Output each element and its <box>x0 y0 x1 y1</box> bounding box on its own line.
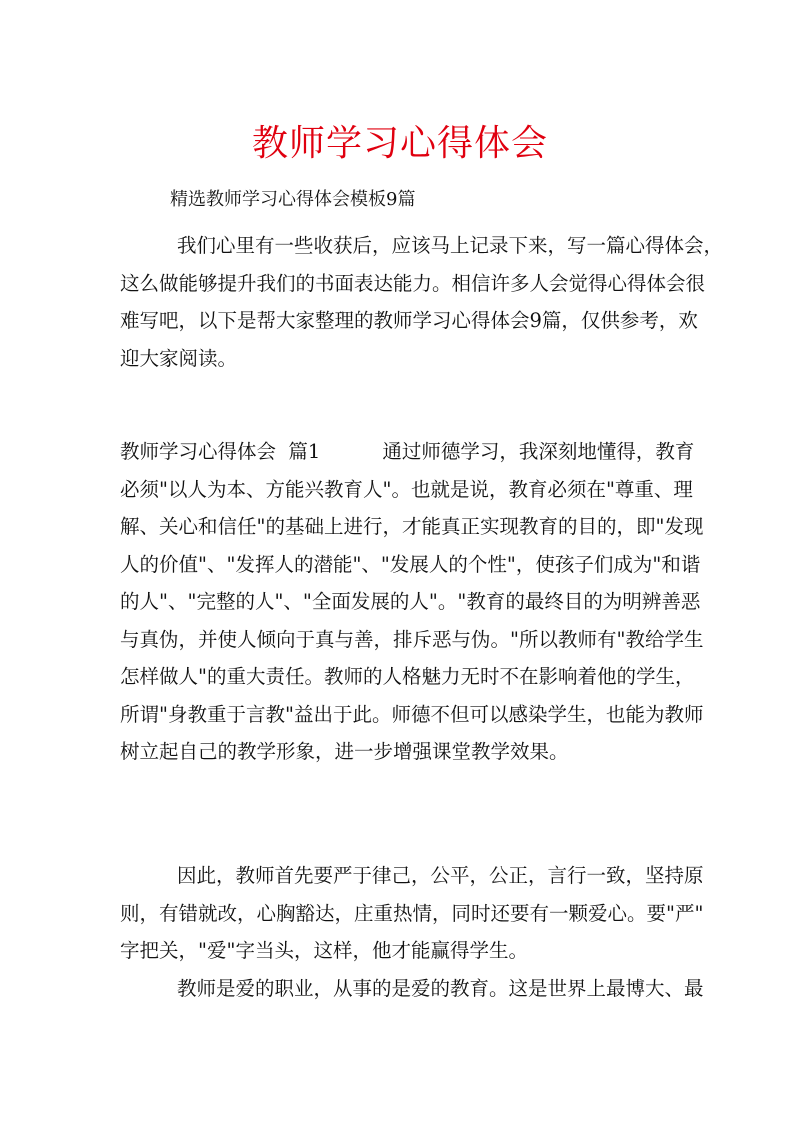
paragraph-line: 的人"、"完整的人"、"全面发展的人"。"教育的最终目的为明辨善恶 <box>120 590 701 613</box>
paragraph-line: 与真伪，并使人倾向于真与善，排斥恶与伪。"所以教师有"教给学生 <box>120 627 704 651</box>
section-first-line <box>120 433 695 471</box>
paragraph-line: 难写吧，以下是帮大家整理的教师学习心得体会9篇，仅供参考，欢 <box>120 309 698 332</box>
paragraph-line: 所谓"身教重于言教"益出于此。师德不但可以感染学生，也能为教师 <box>120 702 704 726</box>
paragraph-line: 通过师德学习，我深刻地懂得，教育 <box>382 440 695 463</box>
document-subtitle: 精选教师学习心得体会模板9篇 <box>170 189 416 210</box>
paragraph-line: 必须"以人为本、方能兴教育人"。也就是说，教育必须在"尊重、理 <box>120 477 693 501</box>
paragraph-line: 字把关，"爱"字当头，这样，他才能赢得学生。 <box>120 939 528 962</box>
section-heading: 教师学习心得体会 篇1 <box>120 440 321 463</box>
paragraph-line: 怎样做人"的重大责任。教师的人格魅力无时不在影响着他的学生， <box>120 665 695 688</box>
paragraph-line: 解、关心和信任"的基础上进行，才能真正实现教育的目的，即"发现 <box>120 515 704 538</box>
paragraph-line: 人的价值"、"发挥人的潜能"、"发展人的个性"，使孩子们成为"和谐 <box>120 552 701 576</box>
paragraph-section-1 <box>120 433 704 771</box>
paragraph-therefore <box>120 857 704 970</box>
paragraph-love <box>120 970 704 1008</box>
paragraph-line: 教师是爱的职业，从事的是爱的教育。这是世界上最博大、最 <box>177 977 704 1000</box>
paragraph-line: 我们心里有一些收获后，应该马上记录下来，写一篇心得体会， <box>177 234 724 257</box>
document-title: 教师学习心得体会 <box>251 123 548 164</box>
paragraph-line: 迎大家阅读。 <box>120 346 238 370</box>
paragraph-line: 因此，教师首先要严于律己，公平，公正，言行一致，坚持原 <box>177 864 704 887</box>
paragraph-intro <box>120 227 724 377</box>
paragraph-line: 则，有错就改，心胸豁达，庄重热情，同时还要有一颗爱心。要"严" <box>120 901 704 925</box>
paragraph-line: 这么做能够提升我们的书面表达能力。相信许多人会觉得心得体会很 <box>120 271 706 295</box>
paragraph-line: 树立起自己的教学形象，进一步增强课堂教学效果。 <box>120 740 569 763</box>
